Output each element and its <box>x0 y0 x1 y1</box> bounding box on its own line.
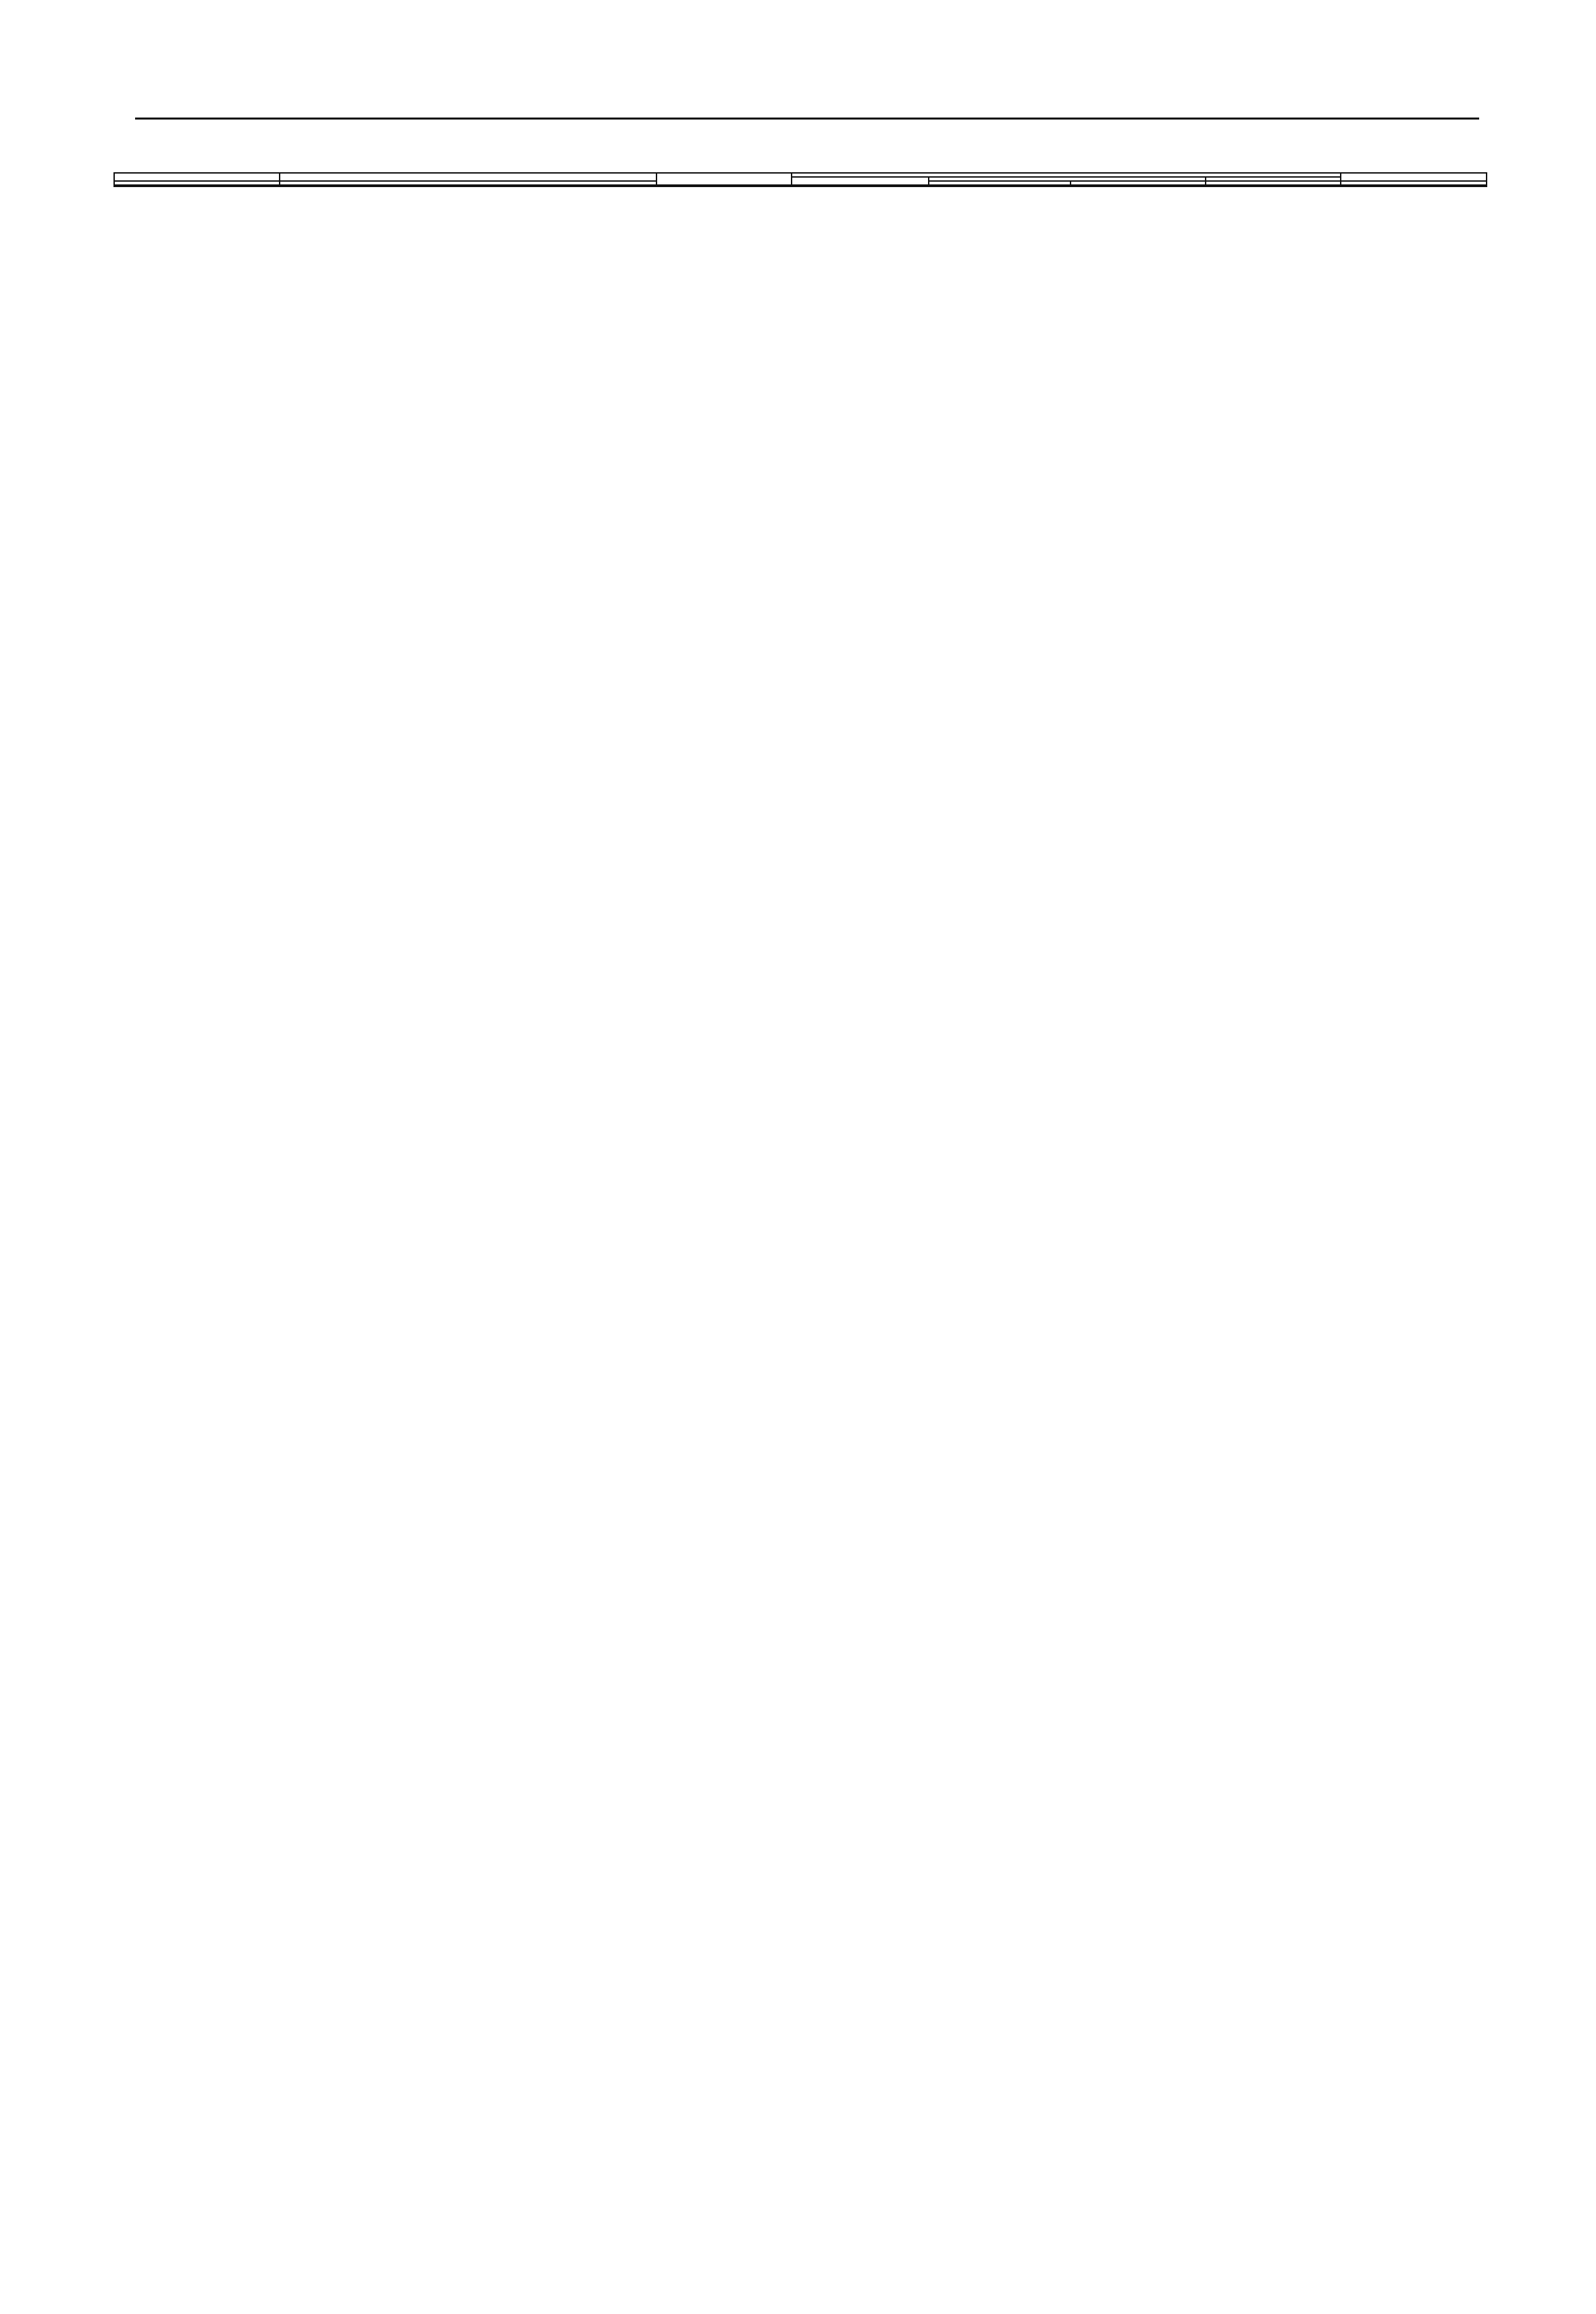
page-header <box>135 113 1479 120</box>
col-num <box>1206 185 1341 186</box>
col-num <box>114 185 280 186</box>
hd-labor-pay <box>792 177 929 185</box>
hd-rate-numbers <box>114 173 280 181</box>
col-num <box>792 185 929 186</box>
col-num <box>1071 185 1206 186</box>
rates-table <box>113 172 1487 187</box>
hd-direct-costs <box>657 173 792 185</box>
col-num <box>1341 185 1487 186</box>
col-num <box>929 185 1071 186</box>
hd-labor-costs <box>1341 173 1487 181</box>
col-num <box>280 185 657 186</box>
col-num <box>657 185 792 186</box>
hd-work-name <box>280 173 657 181</box>
